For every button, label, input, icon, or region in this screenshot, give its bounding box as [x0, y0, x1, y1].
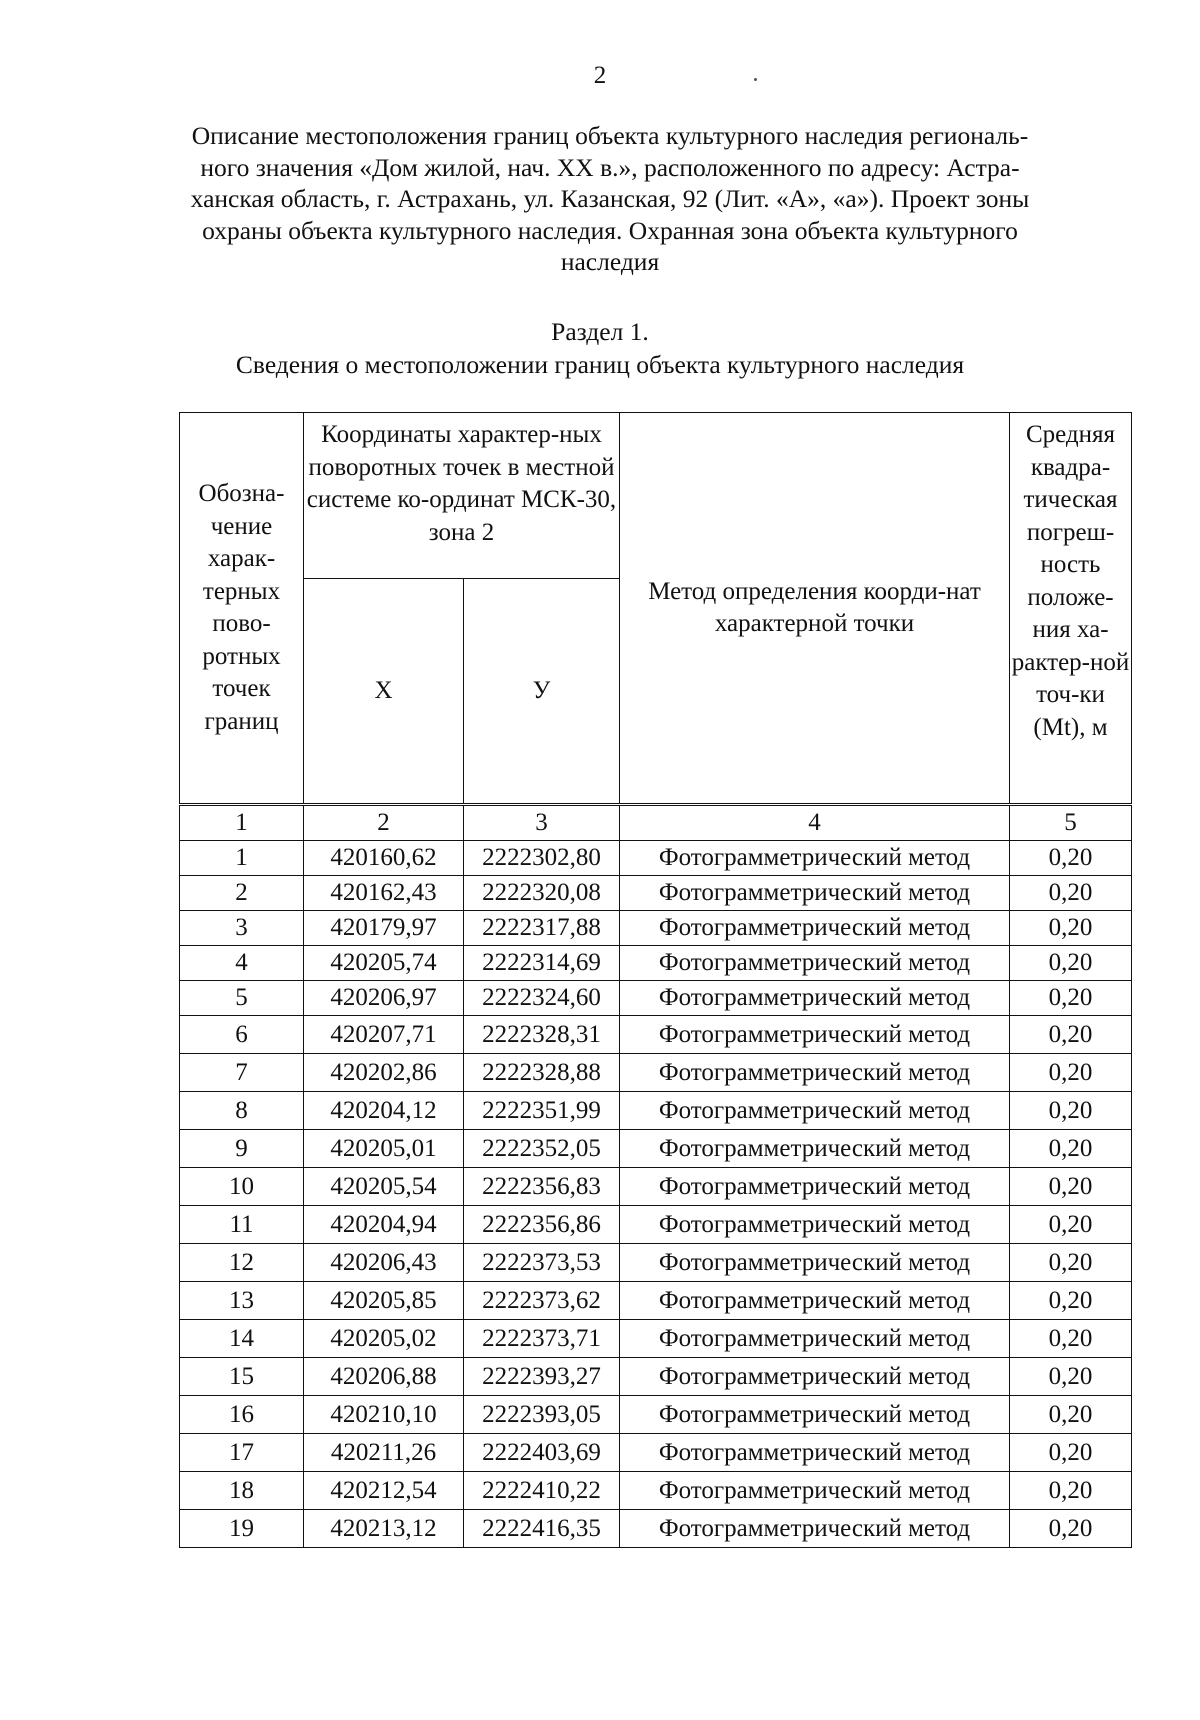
x-coordinate-cell: 420211,26: [304, 1434, 464, 1472]
y-coordinate-cell: 2222328,88: [464, 1054, 620, 1092]
table-row: [180, 1130, 1132, 1168]
point-number-cell: 11: [180, 1206, 304, 1244]
x-coordinate-cell: 420206,88: [304, 1358, 464, 1396]
point-number-cell: 13: [180, 1282, 304, 1320]
method-cell: Фотограмметрический метод: [620, 1016, 1010, 1054]
error-cell: 0,20: [1010, 1472, 1132, 1510]
table-row: [180, 1472, 1132, 1510]
y-coordinate-cell: 2222351,99: [464, 1092, 620, 1130]
method-cell: Фотограмметрический метод: [620, 1510, 1010, 1548]
method-cell: Фотограмметрический метод: [620, 946, 1010, 981]
method-cell: Фотограмметрический метод: [620, 841, 1010, 876]
y-coordinate-cell: 2222328,31: [464, 1016, 620, 1054]
column-number: 5: [1010, 805, 1132, 841]
y-coordinate-cell: 2222352,05: [464, 1130, 620, 1168]
point-number-cell: 3: [180, 911, 304, 946]
error-cell: 0,20: [1010, 1320, 1132, 1358]
error-cell: 0,20: [1010, 1434, 1132, 1472]
x-coordinate-cell: 420160,62: [304, 841, 464, 876]
y-coordinate-cell: 2222302,80: [464, 841, 620, 876]
table-row: [180, 876, 1132, 911]
method-cell: Фотограмметрический метод: [620, 1244, 1010, 1282]
error-cell: 0,20: [1010, 1358, 1132, 1396]
method-cell: Фотограмметрический метод: [620, 1130, 1010, 1168]
point-number-cell: 8: [180, 1092, 304, 1130]
method-cell: Фотограмметрический метод: [620, 1168, 1010, 1206]
error-cell: 0,20: [1010, 1016, 1132, 1054]
section-subtitle: Сведения о местоположении границ объекта культурного наследия: [235, 350, 965, 379]
x-coordinate-cell: 420206,43: [304, 1244, 464, 1282]
x-coordinate-cell: 420202,86: [304, 1054, 464, 1092]
point-number-cell: 14: [180, 1320, 304, 1358]
error-cell: 0,20: [1010, 1510, 1132, 1548]
method-cell: Фотограмметрический метод: [620, 1358, 1010, 1396]
point-number-cell: 17: [180, 1434, 304, 1472]
point-number-cell: 10: [180, 1168, 304, 1206]
y-coordinate-cell: 2222320,08: [464, 876, 620, 911]
error-cell: 0,20: [1010, 1206, 1132, 1244]
document-title: Описание местоположения границ объекта культурного наследия региональ-ного значения «Дом жилой, нач. XX в.», расположенного по адресу: Астра-ханская область, г. Астрахань, ул. Казанская, 92 (Лит. «А», «а»). Проект зоны охраны объекта культурного наследия. Охранная зона объекта культурного наследия: [190, 121, 1030, 276]
table-row: [180, 1016, 1132, 1054]
section-label: Раздел 1.: [551, 317, 649, 346]
column-number: 4: [620, 805, 1010, 841]
column-number-row: [180, 805, 1132, 841]
error-cell: 0,20: [1010, 876, 1132, 911]
header-x: X: [304, 579, 464, 805]
y-coordinate-cell: 2222317,88: [464, 911, 620, 946]
x-coordinate-cell: 420204,94: [304, 1206, 464, 1244]
table-row: [180, 981, 1132, 1016]
column-number: 2: [304, 805, 464, 841]
y-coordinate-cell: 2222393,27: [464, 1358, 620, 1396]
error-cell: 0,20: [1010, 1168, 1132, 1206]
method-cell: Фотограмметрический метод: [620, 1282, 1010, 1320]
table-row: [180, 841, 1132, 876]
error-cell: 0,20: [1010, 841, 1132, 876]
table-row: [180, 1244, 1132, 1282]
coordinates-table: [179, 412, 1132, 1548]
point-number-cell: 15: [180, 1358, 304, 1396]
error-cell: 0,20: [1010, 981, 1132, 1016]
table-row: [180, 946, 1132, 981]
table-row: [180, 1358, 1132, 1396]
method-cell: Фотограмметрический метод: [620, 1054, 1010, 1092]
method-cell: Фотограмметрический метод: [620, 876, 1010, 911]
scan-speck: [754, 78, 757, 81]
point-number-cell: 1: [180, 841, 304, 876]
error-cell: 0,20: [1010, 1130, 1132, 1168]
table-row: [180, 1054, 1132, 1092]
method-cell: Фотограмметрический метод: [620, 1396, 1010, 1434]
point-number-cell: 7: [180, 1054, 304, 1092]
error-cell: 0,20: [1010, 1244, 1132, 1282]
y-coordinate-cell: 2222416,35: [464, 1510, 620, 1548]
table-row: [180, 1434, 1132, 1472]
header-method: Метод определения коорди-нат характерной точки: [620, 413, 1010, 805]
x-coordinate-cell: 420205,54: [304, 1168, 464, 1206]
x-coordinate-cell: 420162,43: [304, 876, 464, 911]
error-cell: 0,20: [1010, 1282, 1132, 1320]
point-number-cell: 16: [180, 1396, 304, 1434]
method-cell: Фотограмметрический метод: [620, 1320, 1010, 1358]
y-coordinate-cell: 2222356,83: [464, 1168, 620, 1206]
table-row: [180, 1396, 1132, 1434]
point-number-cell: 4: [180, 946, 304, 981]
point-number-cell: 9: [180, 1130, 304, 1168]
y-coordinate-cell: 2222410,22: [464, 1472, 620, 1510]
header-coordinates-group: Координаты характер-ных поворотных точек в местной системе ко-ординат МСК-30, зона 2: [304, 413, 620, 579]
header-y: У: [464, 579, 620, 805]
error-cell: 0,20: [1010, 1092, 1132, 1130]
x-coordinate-cell: 420212,54: [304, 1472, 464, 1510]
table-row: [180, 1092, 1132, 1130]
x-coordinate-cell: 420205,01: [304, 1130, 464, 1168]
y-coordinate-cell: 2222314,69: [464, 946, 620, 981]
y-coordinate-cell: 2222403,69: [464, 1434, 620, 1472]
x-coordinate-cell: 420205,85: [304, 1282, 464, 1320]
x-coordinate-cell: 420205,74: [304, 946, 464, 981]
error-cell: 0,20: [1010, 1396, 1132, 1434]
method-cell: Фотограмметрический метод: [620, 1434, 1010, 1472]
point-number-cell: 19: [180, 1510, 304, 1548]
header-error: Средняя квадра-тическая погреш-ность положе-ния ха-рактер-ной точ-ки (Mt), м: [1010, 413, 1132, 805]
y-coordinate-cell: 2222373,71: [464, 1320, 620, 1358]
table-body: [180, 805, 1132, 1548]
error-cell: 0,20: [1010, 911, 1132, 946]
point-number-cell: 18: [180, 1472, 304, 1510]
table-row: [180, 1320, 1132, 1358]
x-coordinate-cell: 420206,97: [304, 981, 464, 1016]
header-designation: Обозна-чение харак-терных пово-ротных точек границ: [180, 413, 304, 805]
x-coordinate-cell: 420204,12: [304, 1092, 464, 1130]
column-number: 1: [180, 805, 304, 841]
error-cell: 0,20: [1010, 1054, 1132, 1092]
method-cell: Фотограмметрический метод: [620, 1092, 1010, 1130]
y-coordinate-cell: 2222373,62: [464, 1282, 620, 1320]
y-coordinate-cell: 2222393,05: [464, 1396, 620, 1434]
x-coordinate-cell: 420213,12: [304, 1510, 464, 1548]
x-coordinate-cell: 420179,97: [304, 911, 464, 946]
method-cell: Фотограмметрический метод: [620, 1472, 1010, 1510]
point-number-cell: 12: [180, 1244, 304, 1282]
point-number-cell: 5: [180, 981, 304, 1016]
method-cell: Фотограмметрический метод: [620, 911, 1010, 946]
y-coordinate-cell: 2222324,60: [464, 981, 620, 1016]
table-row: [180, 1168, 1132, 1206]
table-row: [180, 1282, 1132, 1320]
table-row: [180, 1206, 1132, 1244]
x-coordinate-cell: 420205,02: [304, 1320, 464, 1358]
y-coordinate-cell: 2222356,86: [464, 1206, 620, 1244]
point-number-cell: 2: [180, 876, 304, 911]
y-coordinate-cell: 2222373,53: [464, 1244, 620, 1282]
section-heading: [160, 315, 1040, 381]
point-number-cell: 6: [180, 1016, 304, 1054]
column-number: 3: [464, 805, 620, 841]
method-cell: Фотограмметрический метод: [620, 1206, 1010, 1244]
page-number: 2: [593, 62, 607, 89]
method-cell: Фотограмметрический метод: [620, 981, 1010, 1016]
table-row: [180, 1510, 1132, 1548]
table-row: [180, 911, 1132, 946]
x-coordinate-cell: 420210,10: [304, 1396, 464, 1434]
x-coordinate-cell: 420207,71: [304, 1016, 464, 1054]
error-cell: 0,20: [1010, 946, 1132, 981]
